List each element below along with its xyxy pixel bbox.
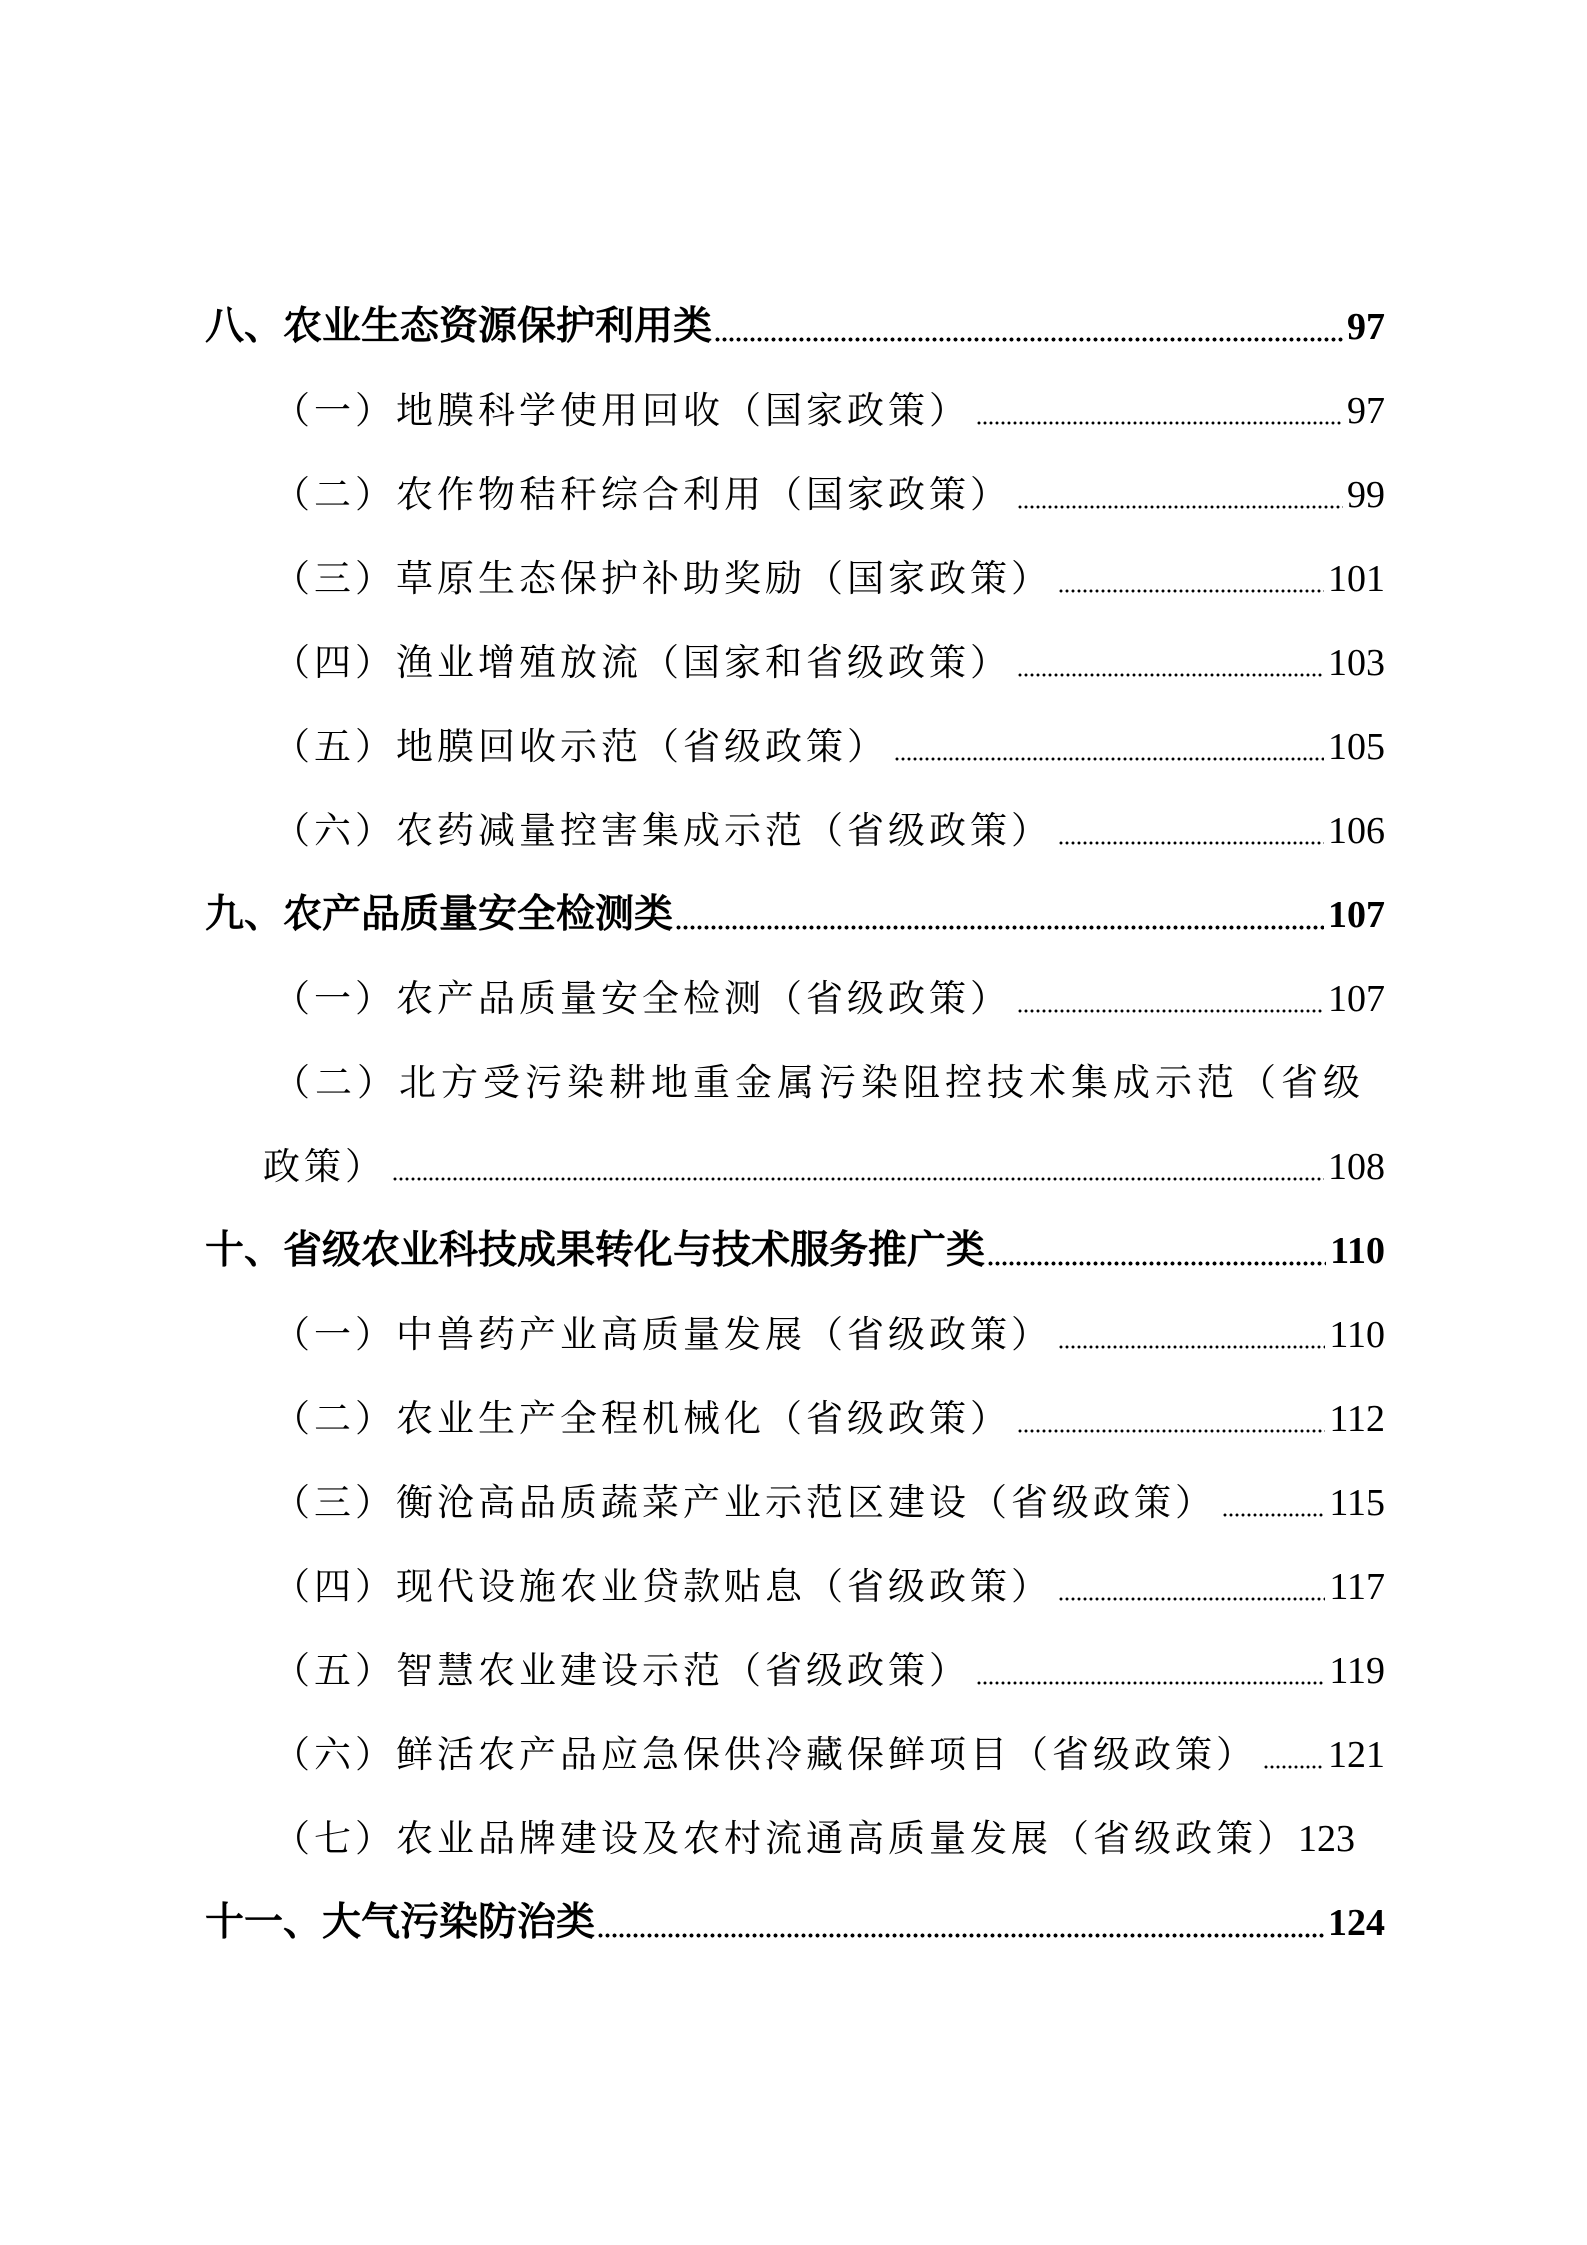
section-title: 九、农产品质量安全检测类 [205, 892, 674, 937]
entry-title: 政策） [263, 1145, 386, 1188]
toc-entry[interactable] [205, 957, 1385, 1041]
entry-title: （三）衡沧高品质蔬菜产业示范区建设（省级政策） [273, 1481, 1216, 1524]
toc-entry[interactable] [205, 369, 1385, 453]
toc-entry[interactable] [205, 1629, 1385, 1713]
dot-leader [894, 756, 1324, 762]
page-number: 105 [1328, 726, 1385, 768]
entry-title: （一）地膜科学使用回收（国家政策） [273, 389, 970, 432]
entry-title: （六）农药减量控害集成示范（省级政策） [273, 809, 1052, 852]
entry-title: （三）草原生态保护补助奖励（国家政策） [273, 557, 1052, 600]
toc-entry-continuation[interactable] [205, 1125, 1385, 1209]
toc-entry[interactable] [205, 1377, 1385, 1461]
entry-title: （四）渔业增殖放流（国家和省级政策） [273, 641, 1011, 684]
section-title: 十一、大气污染防治类 [205, 1900, 596, 1945]
dot-leader [1058, 1596, 1325, 1602]
page-number: 97 [1347, 306, 1385, 348]
page-number: 121 [1328, 1734, 1385, 1776]
toc-entry[interactable] [205, 1041, 1385, 1125]
page-number: 106 [1328, 810, 1385, 852]
entry-title: （二）北方受污染耕地重金属污染阻控技术集成示范（省级 [273, 1061, 1365, 1104]
section-title: 八、农业生态资源保护利用类 [205, 304, 713, 349]
toc-entry[interactable] [205, 705, 1385, 789]
dot-leader [976, 420, 1343, 426]
page-number: 123 [1298, 1818, 1355, 1860]
section-title: 十、省级农业科技成果转化与技术服务推广类 [205, 1228, 986, 1273]
toc-section-8[interactable] [205, 285, 1385, 369]
page-number: 101 [1328, 558, 1385, 600]
dot-leader [675, 924, 1324, 931]
entry-title: （五）智慧农业建设示范（省级政策） [273, 1649, 970, 1692]
toc-entry[interactable] [205, 1797, 1385, 1881]
page-number: 124 [1328, 1902, 1385, 1944]
toc-entry[interactable] [205, 1461, 1385, 1545]
page-number: 103 [1328, 642, 1385, 684]
toc-entry[interactable] [205, 789, 1385, 873]
page-number: 110 [1330, 1230, 1385, 1272]
page-number: 110 [1329, 1314, 1385, 1356]
table-of-contents [205, 285, 1385, 1965]
entry-title: （四）现代设施农业贷款贴息（省级政策） [273, 1565, 1052, 1608]
page-number: 108 [1328, 1146, 1385, 1188]
toc-section-9[interactable] [205, 873, 1385, 957]
dot-leader [714, 336, 1343, 343]
toc-entry[interactable] [205, 621, 1385, 705]
toc-entry[interactable] [205, 1293, 1385, 1377]
dot-leader [1017, 504, 1343, 510]
page-number: 107 [1328, 894, 1385, 936]
dot-leader [976, 1680, 1325, 1686]
dot-leader [392, 1176, 1324, 1182]
toc-entry[interactable] [205, 1545, 1385, 1629]
entry-title: （一）中兽药产业高质量发展（省级政策） [273, 1313, 1052, 1356]
page-number: 97 [1347, 390, 1385, 432]
entry-title: （六）鲜活农产品应急保供冷藏保鲜项目（省级政策） [273, 1733, 1257, 1776]
dot-leader [1058, 1344, 1325, 1350]
entry-title: （一）农产品质量安全检测（省级政策） [273, 977, 1011, 1020]
entry-title: （五）地膜回收示范（省级政策） [273, 725, 888, 768]
dot-leader [1058, 588, 1324, 594]
page-number: 107 [1328, 978, 1385, 1020]
toc-entry[interactable] [205, 453, 1385, 537]
dot-leader [1017, 1008, 1324, 1014]
page-number: 119 [1329, 1650, 1385, 1692]
toc-section-11[interactable] [205, 1881, 1385, 1965]
entry-title: （七）农业品牌建设及农村流通高质量发展（省级政策） [273, 1817, 1298, 1860]
page-number: 117 [1329, 1566, 1385, 1608]
dot-leader [1017, 1428, 1325, 1434]
dot-leader [1058, 840, 1324, 846]
entry-title: （二）农作物秸秆综合利用（国家政策） [273, 473, 1011, 516]
toc-section-10[interactable] [205, 1209, 1385, 1293]
entry-title: （二）农业生产全程机械化（省级政策） [273, 1397, 1011, 1440]
toc-entry[interactable] [205, 1713, 1385, 1797]
dot-leader [597, 1932, 1324, 1939]
page-number: 99 [1347, 474, 1385, 516]
dot-leader [1017, 672, 1324, 678]
page-number: 115 [1329, 1482, 1385, 1524]
dot-leader [1222, 1512, 1325, 1518]
page-number: 112 [1329, 1398, 1385, 1440]
dot-leader [987, 1260, 1326, 1267]
toc-entry[interactable] [205, 537, 1385, 621]
dot-leader [1263, 1764, 1324, 1770]
